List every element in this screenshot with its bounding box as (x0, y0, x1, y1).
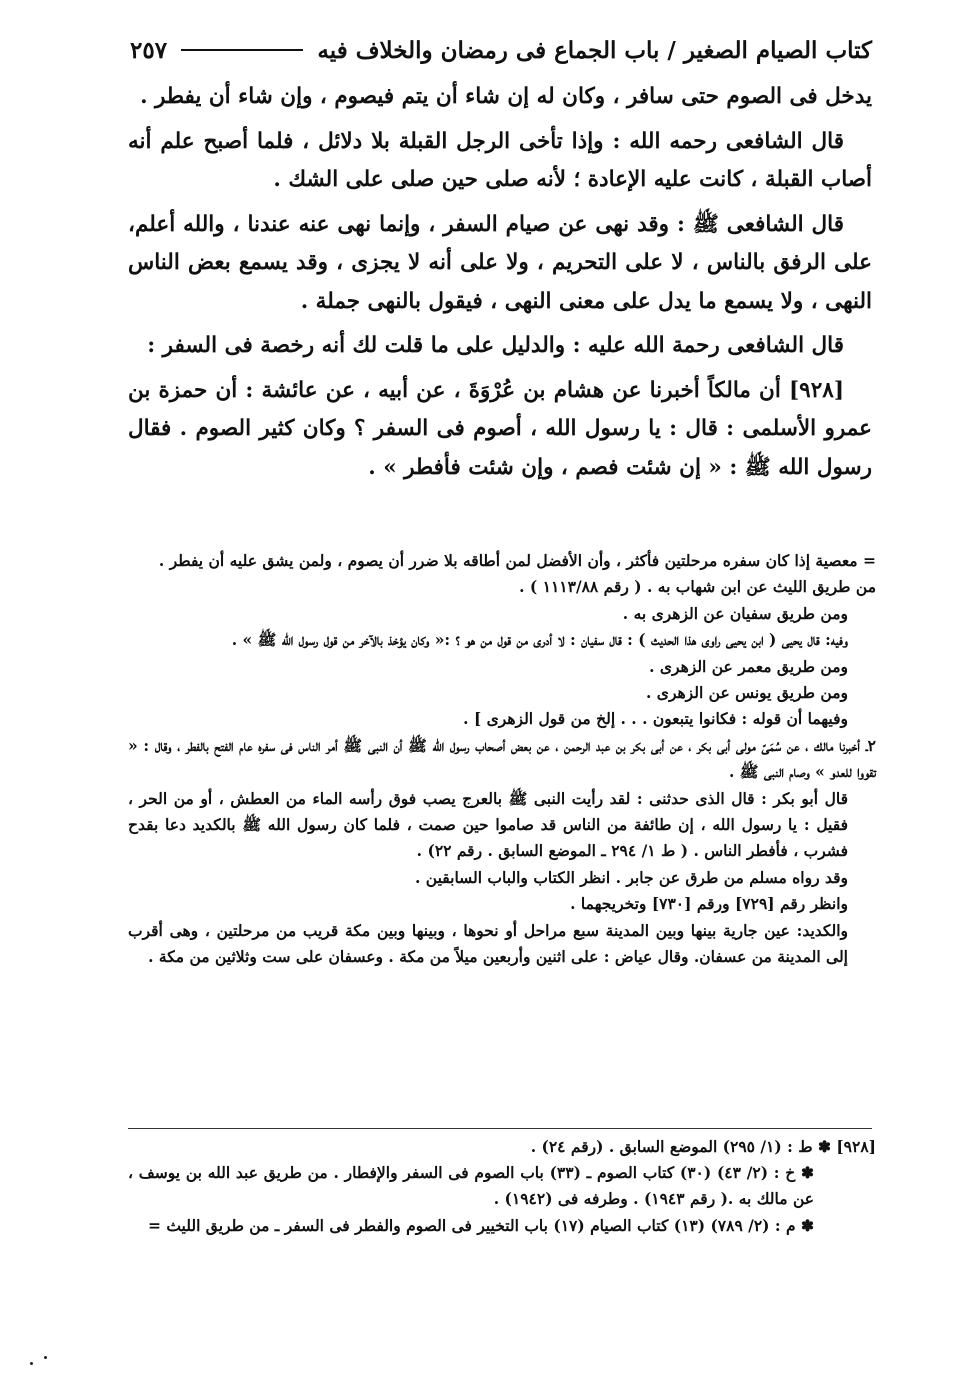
footnote-line: ٢ـ أخبرنا مالك ، عن سُمَىّ مولى أبى بكر ، عن أبى بكر بن عبد الرحمن ، عن بعض أصحاب رسول الله ﷺ أن النبى ﷺ أمر الناس فى سفره عام الفتح بالفطر ، وقال : « تقووا للعدو » وصام النبى ﷺ . (128, 735, 876, 782)
footnote-line: وقد رواه مسلم من طرق عن جابر . انظر الكتاب والباب السابقين . (415, 867, 848, 887)
reference-line: ✽ م : (٢/ ٧٨٩) (١٣) كتاب الصيام (١٧) باب التخيير فى الصوم والفطر فى السفر ـ من طريق الليث = (147, 1215, 814, 1235)
page-number: ٢٥٧ (130, 36, 168, 64)
scan-speck (30, 1362, 33, 1365)
footnote-line: ومن طريق سفيان عن الزهرى به . (622, 603, 848, 623)
footnote-line: من طريق الليث عن ابن شهاب به . ( رقم ١١١٣/٨٨ ) . (519, 577, 876, 597)
paragraph-shafii-qibla: قال الشافعى رحمه الله : وإذا تأخى الرجل القبلة بلا دلائل ، فلما أصبح علم أنه أصاب القبلة ، كانت عليه الإعادة ؛ لأنه صلى حين صلى على الشك . (128, 128, 872, 192)
references-separator (128, 1128, 872, 1129)
footnote-line: ومن طريق معمر عن الزهرى . (649, 656, 848, 676)
footnote-line: ومن طريق يونس عن الزهرى . (646, 683, 848, 703)
footnote-line: وفيه: قال يحيى ( ابن يحيى راوى هذا الحديث ) : قال سفيان : لا أدرى من قول من هو ؟ :« وكان يؤخذ بالآخر من قول رسول الله ﷺ » . (231, 630, 848, 650)
paragraph-shafii-evidence: قال الشافعى رحمة الله عليه : والدليل على ما قلت لك أنه رخصة فى السفر : (147, 333, 844, 358)
footnote-line: قال أبو بكر : قال الذى حدثنى : لقد رأيت النبى ﷺ بالعرج يصب فوق رأسه الماء من العطش ، أو من الحر ، فقيل : يا رسول الله ، إن طائفة من الناس قد صاموا حين صمت ، فلما كان رسول الله ﷺ بالكديد دعا بقدح فشرب ، فأفطر الناس . ( ط ١/ ٢٩٤ ـ الموضع السابق . رقم ٢٢) . (128, 788, 848, 861)
reference-line: ✽ خ : (٢/ ٤٣) (٣٠) كتاب الصوم ـ (٣٣) باب الصوم فى السفر والإفطار . من طريق عبد الله بن يوسف ، عن مالك به .( رقم ١٩٤٣) . وطرفه فى (١٩٤٢) . (128, 1163, 814, 1209)
footnote-line: وانظر رقم [٧٢٩] ورقم [٧٣٠] وتخريجهما . (570, 894, 848, 914)
footnote-line: وفيهما أن قوله : فكانوا يتبعون . . . إلخ من قول الزهرى ] . (463, 709, 848, 729)
paragraph-continuation: يدخل فى الصوم حتى سافر ، وكان له إن شاء أن يتم فيصوم ، وإن شاء أن يفطر . (140, 84, 872, 109)
chapter-title: كتاب الصيام الصغير / باب الجماع فى رمضان والخلاف فيه (317, 36, 872, 64)
reference-line: [٩٢٨] ✽ ط : (١/ ٢٩٥) الموضع السابق . (رقم ٢٤) . (530, 1137, 876, 1156)
hadith-928: [٩٢٨] أن مالكاً أخبرنا عن هشام بن عُرْوَةَ ، عن أبيه ، عن عائشة : أن حمزة بن عمرو الأسلمى : قال : يا رسول الله ، أصوم فى السفر ؟ وكان كثير الصوم . فقال رسول الله ﷺ : « إن شئت فصم ، وإن شئت فأفطر » . (128, 377, 872, 480)
header-rule (181, 49, 303, 51)
footnote-line: = معصية إذا كان سفره مرحلتين فأكثر ، وأن الأفضل لمن أطاقه بلا ضرر أن يصوم ، ولمن يشق عليه أن يفطر . (158, 551, 876, 570)
footnotes (128, 548, 876, 971)
paragraph-shafii-travel-fasting: قال الشافعى ﷺ : وقد نهى عن صيام السفر ، وإنما نهى عنه عندنا ، والله أعلم، على الرفق بالناس ، لا على التحريم ، ولا على أنه لا يجزى ، وقد يسمع بعض الناس النهى ، ولا يسمع ما يدل على معنى النهى ، فيقول بالنهى جملة . (128, 211, 872, 314)
running-header (130, 30, 872, 70)
main-text (128, 78, 872, 493)
footnote-line: والكديد: عين جارية بينها وبين المدينة سبع مراحل أو نحوها ، وبينها وبين مكة قريب من مرحلتين ، وهى أقرب إلى المدينة من عسفان. وقال عياض : على اثنين وأربعين ميلاً من مكة . وعسفان على ست وثلاثين من مكة . (128, 920, 848, 967)
hadith-references (128, 1134, 876, 1239)
scan-speck (44, 1356, 47, 1359)
